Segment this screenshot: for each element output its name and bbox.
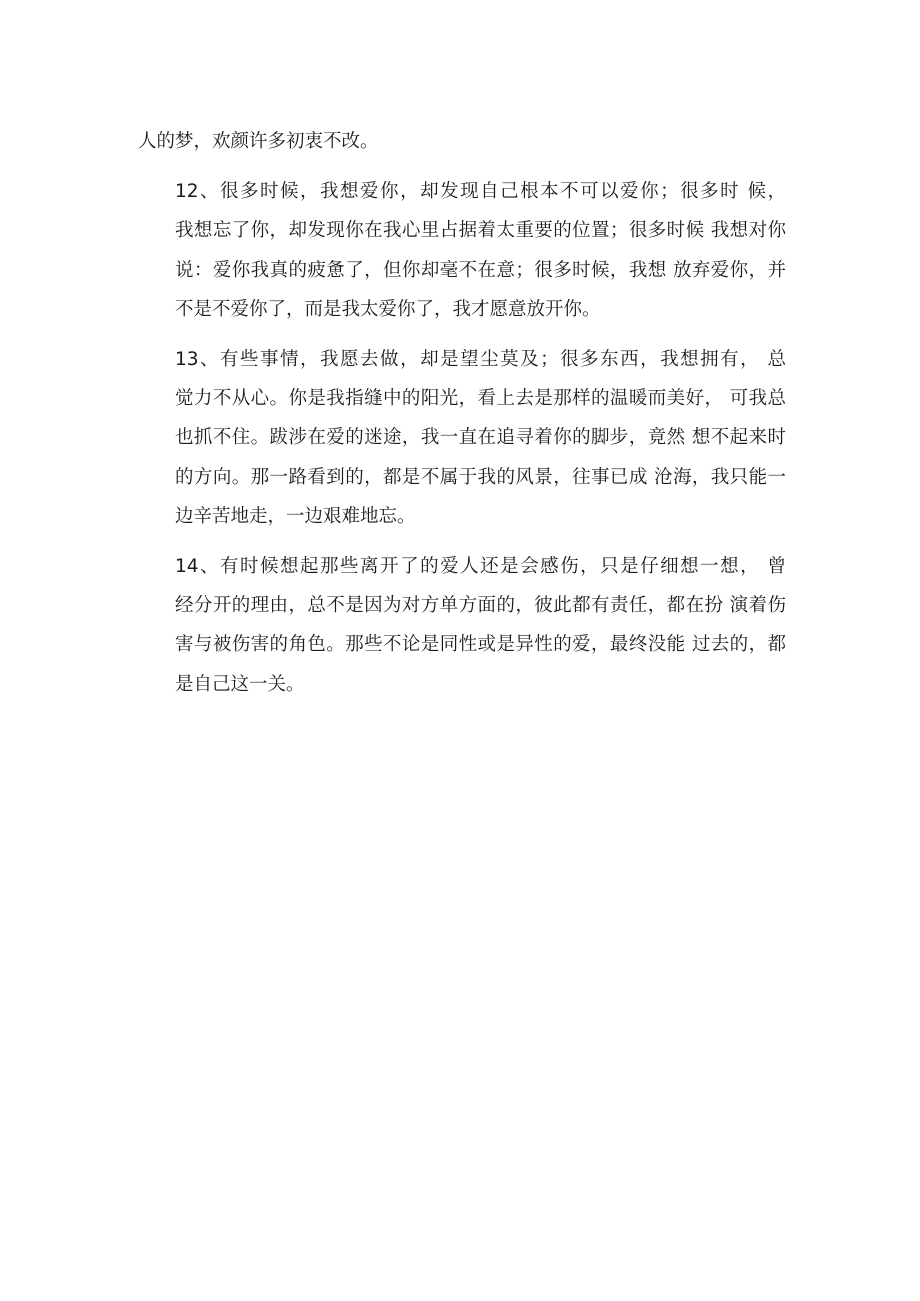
text-line: 14、有时候想起那些离开了的爱人还是会感伤，只是仔细想一想， 曾 bbox=[175, 556, 786, 578]
text-line: 不是不爱你了，而是我太爱你了，我才愿意放开你。 bbox=[175, 298, 601, 320]
text-line: 经分开的理由，总不是因为对方单方面的，彼此都有责任，都在扮 演着伤 bbox=[175, 595, 786, 617]
text-line: 边辛苦地走，一边艰难地忘。 bbox=[175, 505, 416, 527]
text-line: 也抓不住。跋涉在爱的迷途，我一直在追寻着你的脚步，竟然 想不起来时 bbox=[175, 427, 786, 449]
paragraph-12 bbox=[138, 172, 786, 329]
text-line: 是自己这一关。 bbox=[175, 673, 305, 695]
text-line: 的方向。那一路看到的，都是不属于我的风景，往事已成 沧海，我只能一 bbox=[175, 466, 786, 488]
paragraph-14 bbox=[138, 547, 786, 704]
text-line: 我想忘了你，却发现你在我心里占据着太重要的位置；很多时候 我想对你 bbox=[175, 220, 786, 242]
text-line: 觉力不从心。你是我指缝中的阳光，看上去是那样的温暖而美好， 可我总 bbox=[175, 388, 786, 410]
paragraph-13 bbox=[138, 340, 786, 536]
text-line: 12、很多时候，我想爱你，却发现自己根本不可以爱你；很多时 候， bbox=[175, 181, 786, 203]
paragraph-continuation bbox=[138, 122, 786, 161]
text-line: 害与被伤害的角色。那些不论是同性或是异性的爱，最终没能 过去的，都 bbox=[175, 634, 786, 656]
text-line: 13、有些事情，我愿去做，却是望尘莫及；很多东西，我想拥有， 总 bbox=[175, 349, 786, 371]
text-line: 说：爱你我真的疲惫了，但你却毫不在意；很多时候，我想 放弃爱你，并 bbox=[175, 259, 786, 281]
text-line: 人的梦，欢颜许多初衷不改。 bbox=[138, 131, 379, 152]
document-body bbox=[138, 122, 786, 715]
